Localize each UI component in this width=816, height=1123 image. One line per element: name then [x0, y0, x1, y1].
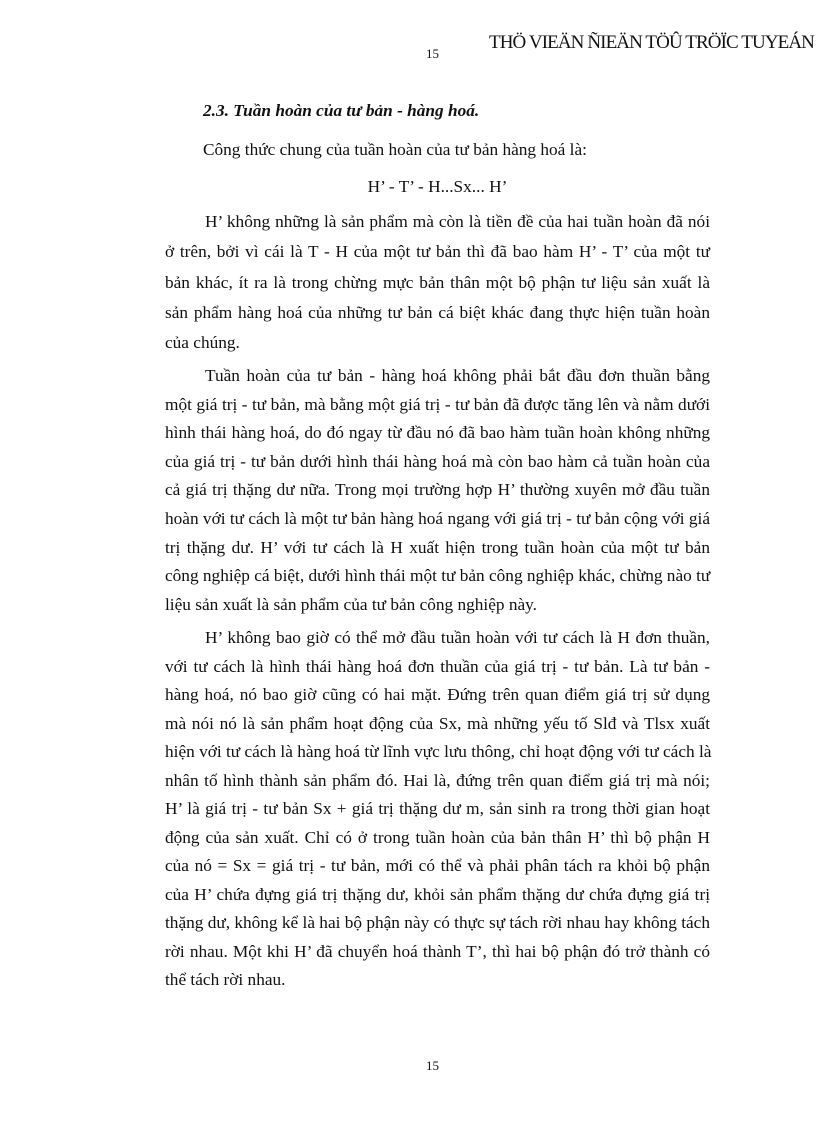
paragraph-line: thể tách rời nhau.	[165, 970, 286, 989]
paragraph-line: H’ là giá trị - tư bản Sx + giá trị thặng dư m, sản sinh ra trong thời gian hoạt	[165, 799, 710, 818]
paragraph-line: của chúng.	[165, 333, 240, 353]
paragraph	[165, 624, 710, 995]
paragraph-line: công nghiệp cá biệt, dưới hình thái một tư bản công nghiệp khác, chừng nào tư	[165, 566, 711, 586]
section-title: 2.3. Tuần hoàn của tư bản - hàng hoá.	[203, 101, 480, 120]
paragraph-line: H’ không bao giờ có thể mở đầu tuần hoàn với tư cách là H đơn thuần,	[205, 628, 710, 647]
paragraph-line: liệu sản xuất là sản phẩm của tư bản công nghiệp này.	[165, 594, 538, 614]
paragraph-line: của giá trị - tư bản dưới hình thái hàng hoá mà còn bao hàm cả tuần hoàn của	[165, 451, 710, 471]
paragraph-line: bản khác, ít ra là trong chừng mực bản thân một bộ phận tư liệu sản xuất là	[165, 272, 710, 292]
formula: H’ - T’ - H...Sx... H’	[367, 177, 508, 196]
paragraph-line: H’ không những là sản phẩm mà còn là tiền đề của hai tuần hoàn đã nói	[205, 212, 710, 231]
paragraph-line: một giá trị - tư bản, mà bằng một giá trị - tư bản đã được tăng lên và nằm dưới	[165, 394, 710, 414]
paragraph	[165, 207, 710, 358]
footer-page-number: 15	[426, 1058, 439, 1073]
header-site-title: THÖ VIEÄN ÑIEÄN TÖÛ TRÖÏC TUYEÁN	[489, 32, 814, 53]
paragraph-line: nhân tố hình thành sản phẩm đó. Hai là, đứng trên quan điểm giá trị mà nói;	[165, 770, 710, 790]
paragraph-line: hình thái hàng hoá, do đó ngay từ đầu nó đã bao hàm tuần hoàn không những	[165, 423, 710, 443]
paragraph-line: động của sản xuất. Chỉ có ở trong tuần hoàn của bản thân H’ thì bộ phận H	[165, 827, 710, 847]
paragraph-line: rời nhau. Một khi H’ đã chuyển hoá thành T’, thì hai bộ phận đó trở thành có	[165, 941, 710, 961]
paragraph-line: thặng dư, không kể là hai bộ phận này có thực sự tách rời nhau hay không tách	[165, 913, 710, 932]
header-page-number: 15	[426, 46, 439, 61]
paragraph-line: hiện với tư cách là hàng hoá từ lĩnh vực lưu thông, chỉ hoạt động với tư cách là	[165, 742, 712, 761]
paragraph-line: Tuần hoàn của tư bản - hàng hoá không phải bắt đầu đơn thuần bằng	[205, 366, 710, 385]
paragraph-line: hoàn với tư cách là một tư bản hàng hoá ngang với giá trị - tư bản cộng với giá	[165, 508, 710, 528]
paragraph-line: cả giá trị thặng dư nữa. Trong mọi trường hợp H’ thường xuyên mở đầu tuần	[165, 480, 710, 500]
paragraph-line: của H’ chứa đựng giá trị thặng dư, khỏi sản phẩm thặng dư chứa đựng giá trị	[165, 884, 710, 904]
paragraph-line: của nó = Sx = giá trị - tư bản, mới có thể và phải phân tách ra khỏi bộ phận	[165, 856, 710, 875]
paragraph-line: hàng hoá, nó bao giờ cũng có hai mặt. Đứng trên quan điểm giá trị sử dụng	[165, 685, 710, 704]
paragraph-line: mà nói nó là sản phẩm hoạt động của Sx, mà những yếu tố Slđ và Tlsx xuất	[165, 713, 710, 733]
paragraph-line: trị thặng dư. H’ với tư cách là H xuất hiện trong tuần hoàn của một tư bản	[165, 537, 710, 557]
paragraph	[165, 362, 710, 619]
paragraph-line: ở trên, bởi vì cái là T - H của một tư bản thì đã bao hàm H’ - T’ của một tư	[165, 242, 710, 262]
paragraph-line: sản phẩm hàng hoá của những tư bản cá biệt khác đang thực hiện tuần hoàn	[165, 302, 710, 322]
paragraph-line: với tư cách là hình thái hàng hoá đơn thuần của giá trị - tư bản. Là tư bản -	[165, 656, 710, 676]
intro-text: Công thức chung của tuần hoàn của tư bản hàng hoá là:	[203, 140, 587, 159]
